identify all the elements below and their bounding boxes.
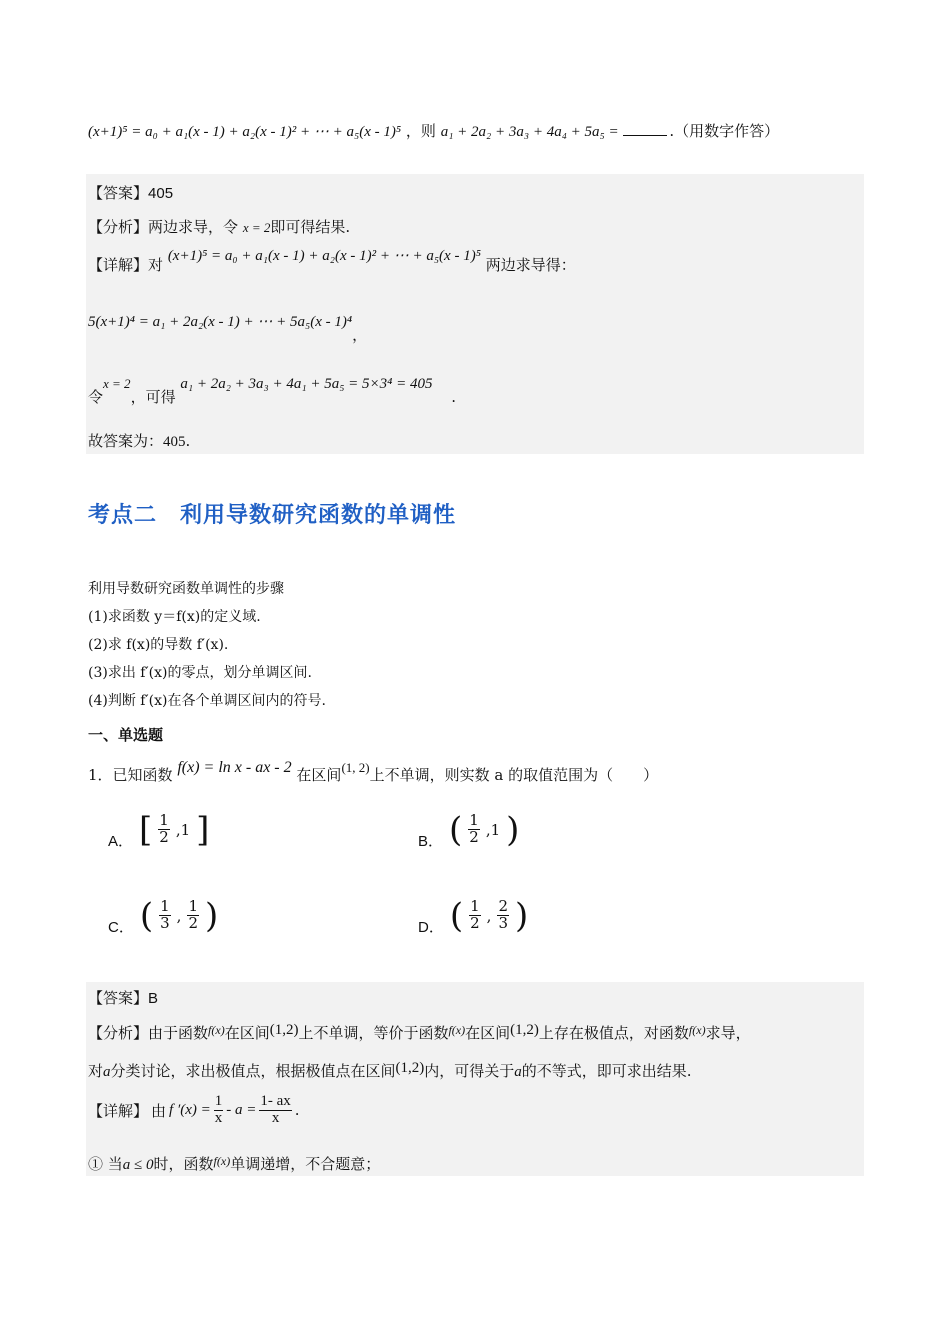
option-a-right-bracket: ] [196, 809, 210, 850]
option-c-numerator-1: 1 [160, 897, 170, 916]
analysis-2b-text-2: 分类讨论，求出极值点，根据极值点在区间 [110, 1062, 396, 1080]
option-b-numerator: 1 [469, 811, 479, 830]
step-3: (3)求出 f′(x)的零点，划分单调区间. [88, 665, 312, 681]
option-b-label: B． [418, 833, 444, 850]
substitution-text-b: ，可得 [130, 388, 176, 406]
option-a-denominator: 2 [159, 828, 169, 846]
analysis-2-text-1: 由于函数 [148, 1024, 209, 1042]
detail-line-2 [88, 1094, 300, 1127]
step-4: (4)判断 f′(x)在各个单调区间内的符号. [88, 693, 326, 709]
option-a[interactable] [108, 808, 209, 851]
detail-2-frac2-den: x [271, 1109, 280, 1126]
detail-text-end: 两边求导得： [485, 256, 576, 274]
substitution-period: . [451, 388, 457, 406]
detail-2-frac1-num: 1 [214, 1093, 223, 1109]
detail-text: 对 [148, 256, 164, 274]
option-d-left-bracket: ( [449, 895, 464, 936]
option-b-right-bracket: ) [506, 809, 520, 850]
analysis-math: x = 2 [242, 220, 271, 235]
case-fx: f(x) [213, 1154, 231, 1168]
case-line [88, 1153, 380, 1174]
analysis-2b-a-2: a [514, 1064, 522, 1080]
option-d-numerator-1: 1 [470, 897, 480, 916]
option-b-tail: ,1 [485, 820, 501, 839]
option-b-left-bracket: ( [449, 809, 463, 850]
analysis-2b-text-3: 内，可得关于 [424, 1062, 515, 1080]
case-text-2: 时，函数 [153, 1155, 214, 1173]
section-title: 考点二 利用导数研究函数的单调性 [88, 503, 457, 528]
answer-value-2: B [148, 990, 159, 1007]
question-line [88, 120, 779, 141]
detail-2-text: 由 [151, 1101, 167, 1120]
analysis-2-text-4: 在区间 [465, 1024, 511, 1042]
question-1-line [88, 756, 659, 784]
analysis-2-text-6: 求导， [705, 1024, 751, 1042]
answer-label-2: 【答案】 [88, 989, 149, 1007]
answer-blank [623, 123, 667, 136]
question-connector: ，则 [405, 122, 436, 140]
case-condition: a ≤ 0 [122, 1157, 154, 1173]
question-1-function: f(x) = ln x - ax - 2 [177, 759, 292, 776]
analysis-2b-interval: (1,2) [395, 1060, 425, 1076]
analysis-2-fx-2: f(x) [448, 1023, 466, 1037]
analysis-2-text-5: 上存在极值点，对函数 [538, 1024, 689, 1042]
question-1-text-end: 上不单调，则实数 a 的取值范围为（ ） [369, 766, 659, 784]
question-suffix: .（用数字作答） [669, 122, 780, 140]
final-answer-value: 405 [163, 434, 186, 450]
detail-2-frac2-num: 1- ax [260, 1093, 291, 1109]
derivative-line [88, 310, 368, 344]
final-answer-period: . [185, 432, 191, 450]
option-a-tail: ,1 [175, 820, 191, 839]
case-text-3: 单调递增，不合题意； [230, 1155, 381, 1173]
option-a-numerator: 1 [159, 811, 169, 830]
option-a-left-bracket: [ [139, 809, 153, 850]
question-expression: a₁ + 2a₂ + 3a₃ + 4a₄ + 5a₅ = [440, 124, 619, 140]
analysis-line-2b [88, 1060, 692, 1081]
analysis-2b-a: a [103, 1064, 111, 1080]
case-text-1: ① 当 [88, 1155, 123, 1173]
analysis-2-interval-2: (1,2) [510, 1022, 539, 1038]
option-c-numerator-2: 1 [188, 897, 198, 916]
analysis-2-interval: (1,2) [269, 1022, 299, 1038]
analysis-text-end: 即可得结果. [270, 218, 351, 236]
option-c-denominator-2: 2 [188, 914, 198, 932]
detail-label-2: 【详解】 [88, 1101, 149, 1120]
analysis-label-2: 【分析】 [88, 1024, 149, 1042]
option-a-label: A． [108, 833, 134, 850]
detail-equation: (x+1)⁵ = a₀ + a₁(x - 1) + a₂(x - 1)² + ⋯ + a₅(x - 1)⁵ [167, 248, 481, 264]
option-c-right-bracket: ) [204, 895, 219, 936]
detail-label: 【详解】 [88, 256, 149, 274]
substitution-math: x = 2 [103, 376, 131, 391]
derivative-equation: 5(x+1)⁴ = a₁ + 2a₂(x - 1) + ⋯ + 5a₅(x - 1)⁴ [88, 314, 353, 330]
analysis-label: 【分析】 [88, 218, 149, 236]
analysis-line-2 [88, 1022, 751, 1043]
option-c-denominator-1: 3 [160, 914, 170, 932]
detail-2-lhs: f ′(x) = [169, 1101, 211, 1118]
substitution-text: 令 [88, 388, 104, 406]
step-1: (1)求函数 y＝f(x)的定义域. [88, 609, 261, 625]
mc-heading: 一、单选题 [88, 726, 164, 744]
option-d[interactable]: D． ( $\frac{1}{2}$ , $\frac{2}{3}$ ) [418, 895, 529, 936]
question-1-number: 1．已知函数 [88, 766, 173, 784]
question-equation: (x+1)⁵ = a₀ + a₁(x - 1) + a₂(x - 1)² + ⋯ + a₅(x - 1)⁵ [88, 124, 402, 140]
option-d-numerator-2: 2 [498, 897, 508, 916]
question-1-text: 在区间 [296, 766, 342, 784]
analysis-2-text-2: 在区间 [224, 1024, 270, 1042]
final-answer-line [88, 430, 190, 451]
option-c-label: C． [108, 919, 134, 936]
option-b-denominator: 2 [469, 828, 479, 846]
step-2: (2)求 f(x)的导数 f′(x). [88, 637, 229, 653]
answer-label: 【答案】 [88, 184, 149, 202]
analysis-2-fx: f(x) [208, 1023, 225, 1037]
answer-line [88, 182, 173, 203]
analysis-text: 两边求导，令 [148, 218, 239, 236]
steps-heading: 利用导数研究函数单调性的步骤 [88, 581, 284, 597]
substitution-line [88, 372, 457, 406]
analysis-2-text-3: 上不单调，等价于函数 [298, 1024, 449, 1042]
analysis-2b-text-1: 对 [88, 1062, 104, 1080]
option-c-left-bracket: ( [139, 895, 154, 936]
question-1-interval: (1, 2) [341, 760, 370, 775]
option-b[interactable] [418, 808, 519, 851]
analysis-line [88, 216, 350, 237]
answer-value: 405 [148, 185, 174, 202]
detail-2-frac1-den: x [214, 1109, 223, 1126]
option-d-denominator-1: 2 [470, 914, 480, 932]
analysis-2-fx-3: f(x) [688, 1023, 706, 1037]
option-c[interactable]: C． ( $\frac{1}{3}$ , $\frac{1}{2}$ ) [108, 895, 219, 936]
substitution-result: a₁ + 2a₂ + 3a₃ + 4a₁ + 5a₅ = 5×3⁴ = 405 [180, 376, 433, 392]
derivative-comma: ， [352, 326, 368, 344]
detail-2-period: . [294, 1101, 300, 1120]
option-d-label: D． [418, 919, 444, 936]
analysis-2b-text-4: 的不等式，即可求出结果. [521, 1062, 692, 1080]
option-d-right-bracket: ) [514, 895, 529, 936]
option-d-denominator-2: 3 [498, 914, 508, 932]
answer-line-2 [88, 987, 158, 1008]
detail-2-mid: - a = [226, 1101, 257, 1118]
final-answer-label: 故答案为： [88, 432, 164, 450]
detail-line [88, 248, 576, 275]
